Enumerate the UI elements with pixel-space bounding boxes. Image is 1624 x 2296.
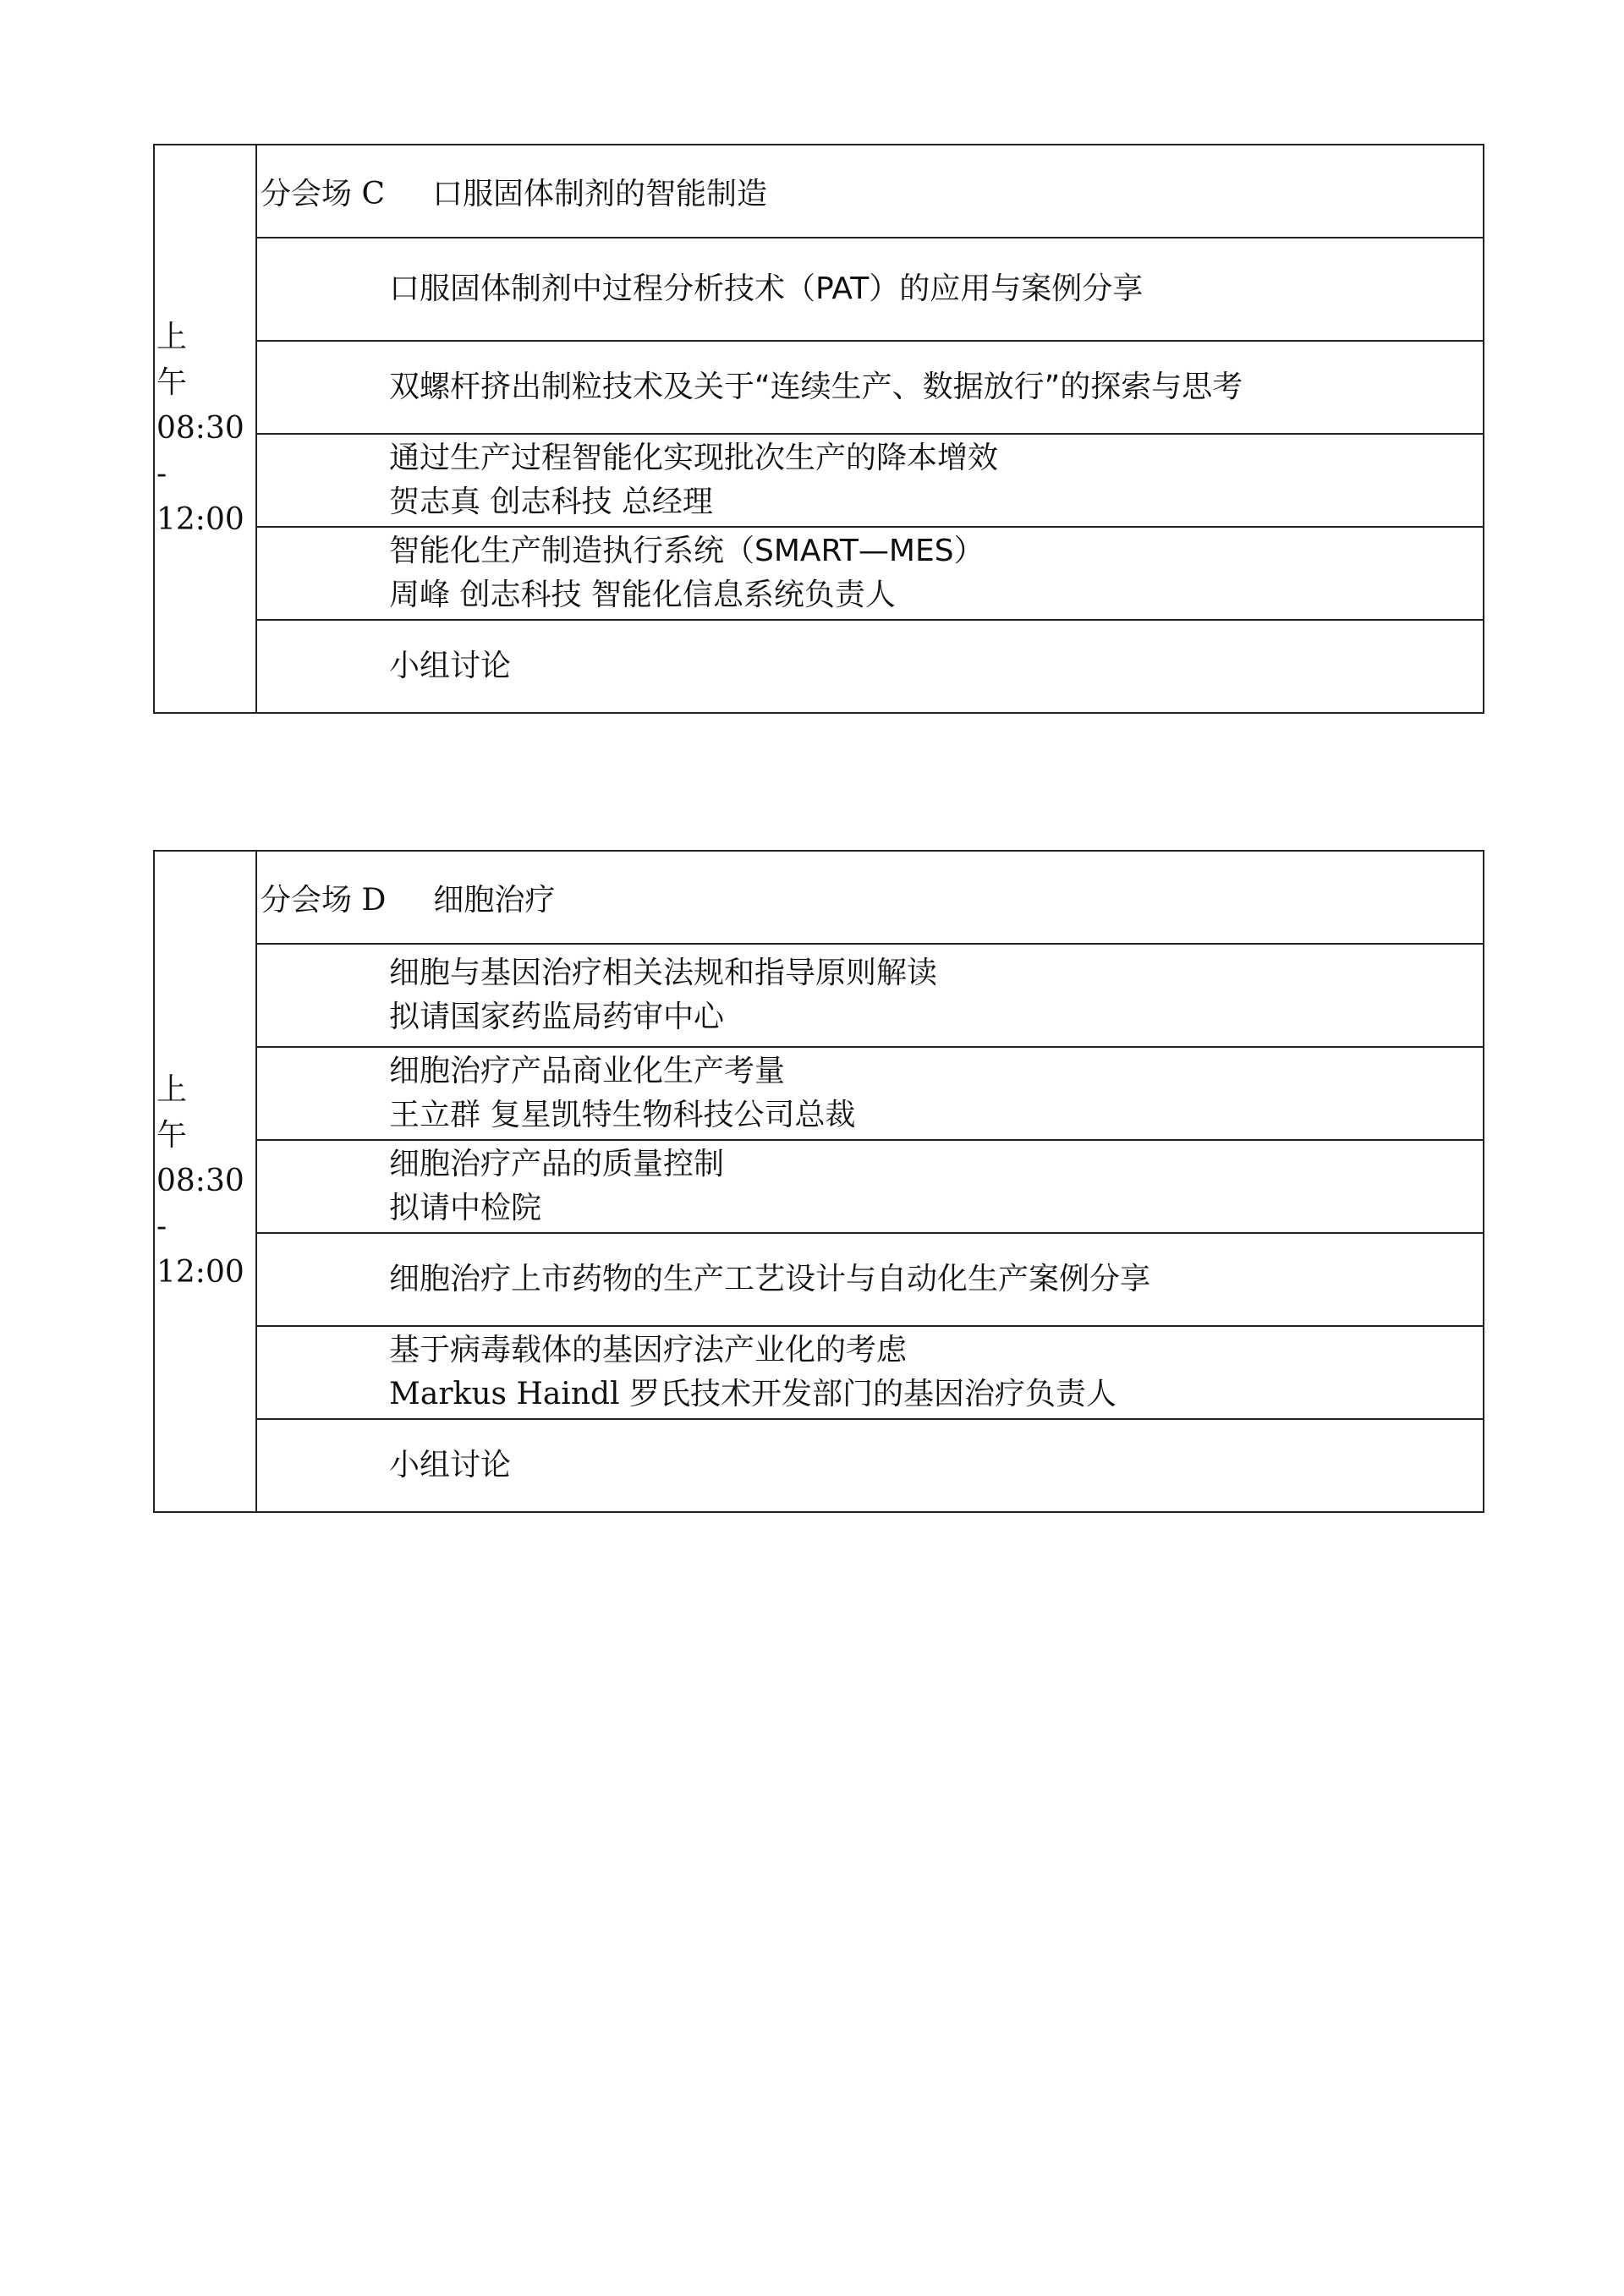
time-label: 上 午	[156, 1072, 200, 1153]
talk-title: 智能化生产制造执行系统（SMART—MES）	[389, 534, 985, 568]
talk-row	[256, 620, 1484, 713]
talk-row	[256, 1419, 1484, 1512]
talk-title: 口服固体制剂中过程分析技术（PAT）的应用与案例分享	[389, 271, 1144, 306]
talk-row	[256, 1140, 1484, 1233]
time-cell	[154, 851, 256, 1512]
talk-speaker: 王立群 复星凯特生物科技公司总裁	[389, 1098, 856, 1132]
session-code: 分会场 C	[261, 176, 385, 211]
talk-title: 基于病毒载体的基因疗法产业化的考虑	[389, 1333, 908, 1367]
talk-title: 细胞治疗产品的质量控制	[389, 1147, 725, 1181]
session-header	[256, 145, 1484, 238]
talk-title: 小组讨论	[389, 1448, 512, 1482]
talk-title: 通过生产过程智能化实现批次生产的降本增效	[389, 441, 999, 475]
session-title: 细胞治疗	[433, 882, 556, 918]
talk-title: 细胞治疗产品商业化生产考量	[389, 1054, 786, 1088]
talk-speaker: 拟请中检院	[389, 1191, 542, 1225]
talk-row	[256, 527, 1484, 620]
time-range-start: 08:30 -	[156, 411, 244, 491]
session-d-table	[153, 850, 1484, 1513]
time-range-end: 12:00	[156, 502, 244, 537]
session-code: 分会场 D	[261, 882, 387, 918]
session-header	[256, 851, 1484, 944]
talk-title: 小组讨论	[389, 649, 512, 683]
time-cell	[154, 145, 256, 713]
talk-row	[256, 341, 1484, 434]
talk-row	[256, 1326, 1484, 1419]
talk-speaker: 拟请国家药监局药审中心	[389, 1000, 725, 1034]
session-title: 口服固体制剂的智能制造	[432, 176, 768, 211]
talk-speaker: Markus Haindl 罗氏技术开发部门的基因治疗负责人	[389, 1377, 1117, 1411]
talk-row	[256, 1233, 1484, 1326]
time-range-start: 08:30 -	[156, 1164, 244, 1244]
session-c-table	[153, 144, 1484, 714]
talk-title: 双螺杆挤出制粒技术及关于“连续生产、数据放行”的探索与思考	[389, 370, 1243, 404]
talk-row	[256, 1047, 1484, 1140]
talk-speaker: 贺志真 创志科技 总经理	[389, 485, 713, 519]
time-range-end: 12:00	[156, 1255, 244, 1290]
talk-title: 细胞治疗上市药物的生产工艺设计与自动化生产案例分享	[389, 1262, 1151, 1296]
talk-speaker: 周峰 创志科技 智能化信息系统负责人	[389, 578, 896, 612]
talk-row	[256, 238, 1484, 341]
time-label: 上 午	[156, 320, 200, 400]
talk-row	[256, 944, 1484, 1047]
talk-row	[256, 434, 1484, 527]
talk-title: 细胞与基因治疗相关法规和指导原则解读	[389, 956, 938, 990]
